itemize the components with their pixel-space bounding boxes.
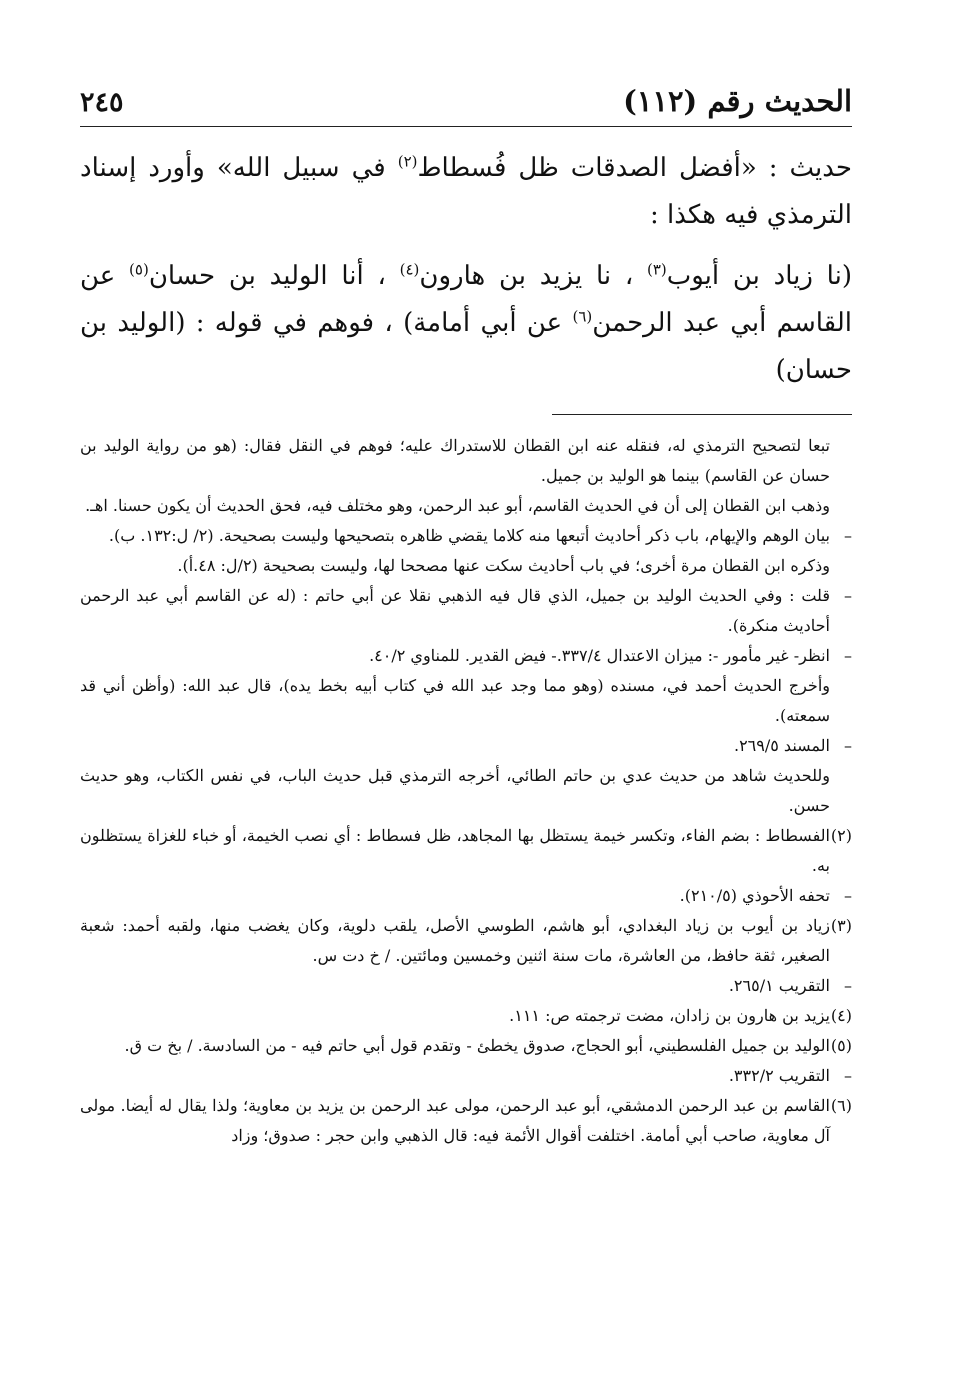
footnote-line xyxy=(80,671,852,731)
footnote-marker: – xyxy=(844,736,852,755)
footnote-text: تبعا لتصحيح الترمذي له، فنقله عنه ابن القطان للاستدراك عليه؛ فوهم في النقل فقال: (هو من رواية الوليد بن حسان عن القاسم) بينما هو الوليد بن جميل. xyxy=(80,436,830,485)
footnotes xyxy=(80,431,852,1151)
footnote-text: وأخرج الحديث أحمد في، مسنده (وهو مما وجد عبد الله في كتاب أبيه بخط يده)، قال عبد الله: (وأظن أني قد سمعته). xyxy=(80,676,830,725)
running-title: الحديث رقم (١١٢) xyxy=(623,84,852,118)
footnote-line xyxy=(80,551,852,581)
footnote-line xyxy=(80,911,852,971)
page-number: ٢٤٥ xyxy=(80,87,124,118)
footnote-text: وذهب ابن القطان إلى أن في الحديث القاسم، أبو عبد الرحمن، وهو مختلف فيه، فحق الحديث أن يكون حسنا. اهـ. xyxy=(85,496,830,515)
main-text xyxy=(80,145,852,394)
footnote-marker: (٥) xyxy=(830,1036,852,1055)
footnote-text: يزيد بن هارون بن زادان، مضت ترجمته ص: ١١١. xyxy=(509,1006,830,1025)
footnote-text: بيان الوهم والإيهام، باب ذكر أحاديث أتبعها منه كلاما يقضي ظاهره بتصحيحها وليست بصحيحة. (٢/ ل:١٣٢. ب). xyxy=(108,526,830,545)
book-page xyxy=(80,84,852,1151)
footnote-text: تحفه الأحوذي (٢١٠/٥). xyxy=(679,886,830,905)
footnote-line xyxy=(80,491,852,521)
footnote-separator xyxy=(552,414,852,415)
footnote-marker: – xyxy=(844,526,852,545)
body-paragraph: حديث : «أفضل الصدقات ظل فُسطاط$^{(٢)}$ في سبيل الله» وأورد إسناد الترمذي فيه هكذا : xyxy=(80,152,852,230)
footnote-text: الوليد بن جميل الفلسطيني، أبو الحجاج، صدوق يخطئ - وتقدم قول أبي حاتم فيه - من السادسة. / بخ ت ق. xyxy=(124,1036,830,1055)
footnote-line xyxy=(80,581,852,641)
footnote-line xyxy=(80,971,852,1001)
page-header xyxy=(80,84,852,127)
footnote-text: انظر- غير مأمور -: ميزان الاعتدال ٣٣٧/٤.- فيض القدير. للمناوي ٤٠/٢. xyxy=(369,646,830,665)
footnote-marker: – xyxy=(844,886,852,905)
footnote-line xyxy=(80,1001,852,1031)
footnote-text: التقريب ٢٦٥/١. xyxy=(728,976,830,995)
footnote-line xyxy=(80,431,852,491)
footnote-line xyxy=(80,641,852,671)
footnote-marker: – xyxy=(844,586,852,605)
footnote-line xyxy=(80,1091,852,1151)
footnote-text: القاسم بن عبد الرحمن الدمشقي، أبو عبد الرحمن، مولى عبد الرحمن بن يزيد بن معاوية؛ ولذا يقال له أيضا. مولى آل معاوية، صاحب أبي أمامة. اختلفت أقوال الأئمة فيه: قال الذهبي وابن حجر : صدوق؛ وزاد xyxy=(80,1096,830,1145)
footnote-text: وللحديث شاهد من حديث عدي بن حاتم الطائي، أخرجه الترمذي قبل حديث الباب، في نفس الكتاب، وهو حديث حسن. xyxy=(80,766,831,815)
footnote-marker: (٣) xyxy=(830,916,852,935)
footnote-line xyxy=(80,1031,852,1061)
footnote-marker: (٤) xyxy=(830,1006,852,1025)
body-paragraph: (نا زياد بن أيوب$^{(٣)}$ ، نا يزيد بن هارون$^{(٤)}$ ، أنا الوليد بن حسان$^{(٥)}$ عن القاسم أبي عبد الرحمن$^{(٦)}$ عن أبي أمامة) ، فوهم في قوله : (الوليد بن حسان) xyxy=(80,260,852,385)
footnote-line xyxy=(80,821,852,881)
footnote-line xyxy=(80,761,852,821)
footnote-text: المسند ٢٦٩/٥. xyxy=(733,736,830,755)
footnote-text: وذكره ابن القطان مرة أخرى؛ في باب أحاديث سكت عنها مصححا لها، وليست بصحيحة (٢/ل: ٤٨.أ). xyxy=(177,556,830,575)
footnote-line xyxy=(80,1061,852,1091)
footnote-text: الفسطاط : بضم الفاء، وتكسر خيمة يستظل بها المجاهد، ظل فسطاط : أي نصب الخيمة، أو خباء للغزاة يستظلون به. xyxy=(80,826,830,875)
footnote-marker: – xyxy=(844,646,852,665)
footnote-marker: – xyxy=(844,1066,852,1085)
footnote-text: التقريب ٣٣٢/٢. xyxy=(728,1066,830,1085)
footnote-marker: (٦) xyxy=(830,1096,852,1115)
footnote-marker: (٢) xyxy=(830,826,852,845)
footnote-marker: – xyxy=(844,976,852,995)
footnote-text: زياد بن أيوب بن زياد البغدادي، أبو هاشم، الطوسي الأصل، يلقب دلوية، وكان يغضب منها، ولقبه أحمد: شعبة الصغير، ثقة حافظ، من العاشرة، مات سنة اثنين وخمسين ومائتين. / خ دت س. xyxy=(80,916,830,965)
footnote-line xyxy=(80,521,852,551)
footnote-line xyxy=(80,731,852,761)
footnote-line xyxy=(80,881,852,911)
footnote-text: قلت : وفي الحديث الوليد بن جميل، الذي قال فيه الذهبي نقلا عن أبي حاتم : (له عن القاسم أبي عبد الرحمن أحاديث منكرة). xyxy=(80,586,830,635)
